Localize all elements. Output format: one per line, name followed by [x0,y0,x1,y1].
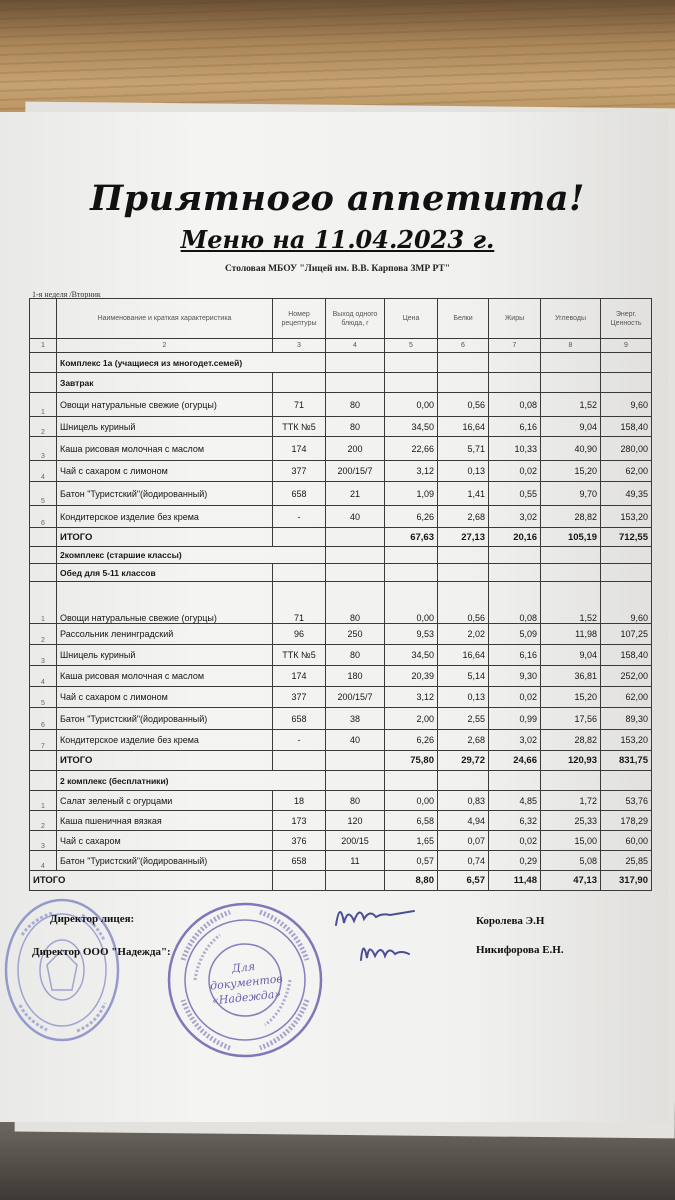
price: 20,39 [385,666,438,687]
dish-name: Батон "Туристский"(йодированный) [57,482,273,506]
total-label: ИТОГО [57,751,273,771]
column-number-row [30,339,652,353]
total-carbs: 47,13 [541,871,601,891]
fat: 5,09 [489,624,541,645]
energy: 107,25 [601,624,652,645]
fat: 0,55 [489,482,541,506]
meal-row [30,373,652,393]
recipe-number: - [273,730,326,751]
table-row [30,624,652,645]
page-title: Приятного аппетита! [90,178,585,219]
header-energy: Энерг. Ценность [601,299,652,339]
fat: 0,08 [489,393,541,417]
protein: 1,41 [438,482,489,506]
dish-name: Чай с сахаром с лимоном [57,687,273,708]
portion: 200/15/7 [326,461,385,482]
column-number: 5 [385,339,438,353]
dish-name: Кондитерское изделие без крема [57,506,273,528]
table-row [30,730,652,751]
energy: 62,00 [601,461,652,482]
table-row [30,666,652,687]
carbs: 9,04 [541,417,601,437]
total-price: 75,80 [385,751,438,771]
row-index: 1 [30,393,57,417]
header-carbs: Углеводы [541,299,601,339]
dish-name: Каша рисовая молочная с маслом [57,437,273,461]
row-index: 3 [30,437,57,461]
row-index: 2 [30,811,57,831]
header-recipe: Номер рецептуры [273,299,326,339]
total-protein: 6,57 [438,871,489,891]
column-number: 2 [57,339,273,353]
row-index: 4 [30,851,57,871]
protein: 0,07 [438,831,489,851]
total-price: 67,63 [385,528,438,547]
dish-name: Овощи натуральные свежие (огурцы) [57,393,273,417]
total-row [30,871,652,891]
carbs: 5,08 [541,851,601,871]
portion: 80 [326,791,385,811]
table-row [30,831,652,851]
row-index: 2 [30,624,57,645]
carbs: 1,52 [541,393,601,417]
fat: 0,99 [489,708,541,730]
energy: 60,00 [601,831,652,851]
protein: 2,55 [438,708,489,730]
recipe-number: 71 [273,393,326,417]
energy: 9,60 [601,582,652,624]
protein: 5,71 [438,437,489,461]
portion: 120 [326,811,385,831]
price: 6,58 [385,811,438,831]
row-index: 3 [30,645,57,666]
price: 34,50 [385,645,438,666]
price: 3,12 [385,687,438,708]
table-row [30,851,652,871]
energy: 89,30 [601,708,652,730]
price: 6,26 [385,506,438,528]
portion: 80 [326,645,385,666]
fat: 0,02 [489,687,541,708]
portion: 80 [326,417,385,437]
total-row [30,528,652,547]
total-fat: 24,66 [489,751,541,771]
protein: 0,74 [438,851,489,871]
recipe-number: 174 [273,437,326,461]
fat: 6,16 [489,645,541,666]
dish-name: Каша рисовая молочная с маслом [57,666,273,687]
price: 2,00 [385,708,438,730]
energy: 153,20 [601,506,652,528]
total-energy: 712,55 [601,528,652,547]
energy: 280,00 [601,437,652,461]
header-portion: Выход одного блюда, г [326,299,385,339]
complex-title: 2 комплекс (бесплатники) [57,771,326,791]
table-row [30,393,652,417]
price: 0,00 [385,791,438,811]
dish-name: Чай с сахаром с лимоном [57,461,273,482]
price: 0,00 [385,393,438,417]
table-row [30,417,652,437]
fat: 0,02 [489,831,541,851]
carbs: 1,52 [541,582,601,624]
table-row [30,582,652,624]
energy: 53,76 [601,791,652,811]
complex-row [30,353,652,373]
recipe-number: ТТК №5 [273,417,326,437]
dish-name: Каша пшеничная вязкая [57,811,273,831]
carbs: 28,82 [541,730,601,751]
recipe-number: 377 [273,687,326,708]
week-day-label: 1-я неделя /Вторник [32,290,101,299]
dish-name: Салат зеленый с огурцами [57,791,273,811]
portion: 11 [326,851,385,871]
dish-name: Шницель куриный [57,417,273,437]
table-row [30,687,652,708]
portion: 200/15/7 [326,687,385,708]
carbs: 15,20 [541,687,601,708]
table-row [30,461,652,482]
energy: 153,20 [601,730,652,751]
protein: 0,83 [438,791,489,811]
portion: 40 [326,730,385,751]
price: 0,00 [385,582,438,624]
recipe-number: 376 [273,831,326,851]
portion: 80 [326,582,385,624]
meal-title: Обед для 5-11 классов [57,564,273,582]
recipe-number: 377 [273,461,326,482]
dish-name: Овощи натуральные свежие (огурцы) [57,582,273,624]
fat: 6,32 [489,811,541,831]
organization-name: Столовая МБОУ "Лицей им. В.В. Карпова ЗМР РТ" [224,264,451,274]
row-index: 5 [30,687,57,708]
row-index: 3 [30,831,57,851]
fat: 3,02 [489,506,541,528]
row-index: 5 [30,482,57,506]
header-index [30,299,57,339]
carbs: 15,20 [541,461,601,482]
carbs: 36,81 [541,666,601,687]
carbs: 11,98 [541,624,601,645]
fat: 4,85 [489,791,541,811]
portion: 200/15 [326,831,385,851]
carbs: 17,56 [541,708,601,730]
dish-name: Батон "Туристский"(йодированный) [57,708,273,730]
portion: 180 [326,666,385,687]
energy: 252,00 [601,666,652,687]
protein: 4,94 [438,811,489,831]
energy: 178,29 [601,811,652,831]
dish-name: Шницель куриный [57,645,273,666]
price: 0,57 [385,851,438,871]
portion: 38 [326,708,385,730]
complex-title: 2комплекс (старшие классы) [57,547,326,564]
carbs: 25,33 [541,811,601,831]
table-row [30,708,652,730]
header-name: Наименование и краткая характеристика [57,299,273,339]
supplier-label: Директор ООО "Надежда": [32,946,171,958]
total-price: 8,80 [385,871,438,891]
row-index: 2 [30,417,57,437]
row-index: 1 [30,791,57,811]
menu-table [29,298,652,891]
fat: 0,08 [489,582,541,624]
column-number: 1 [30,339,57,353]
table-row [30,437,652,461]
total-fat: 11,48 [489,871,541,891]
recipe-number: 658 [273,482,326,506]
menu-date-subtitle: Меню на 11.04.2023 г. [180,225,495,254]
carbs: 9,04 [541,645,601,666]
column-number: 8 [541,339,601,353]
row-index: 4 [30,666,57,687]
header-fat: Жиры [489,299,541,339]
protein: 5,14 [438,666,489,687]
row-index: 6 [30,708,57,730]
column-number: 7 [489,339,541,353]
header-price: Цена [385,299,438,339]
row-index: 6 [30,506,57,528]
energy: 9,60 [601,393,652,417]
fat: 10,33 [489,437,541,461]
company-stamp-text: Для документов «Надежда» [209,959,284,1008]
price: 6,26 [385,730,438,751]
protein: 2,68 [438,730,489,751]
carbs: 28,82 [541,506,601,528]
protein: 16,64 [438,645,489,666]
row-index: 4 [30,461,57,482]
table-header-row [30,299,652,339]
total-row [30,751,652,771]
total-energy: 317,90 [601,871,652,891]
price: 9,53 [385,624,438,645]
recipe-number: 658 [273,708,326,730]
portion: 250 [326,624,385,645]
fat: 3,02 [489,730,541,751]
carbs: 15,00 [541,831,601,851]
row-index: 1 [30,582,57,624]
meal-row [30,564,652,582]
energy: 62,00 [601,687,652,708]
recipe-number: - [273,506,326,528]
protein: 0,56 [438,582,489,624]
signature-supplier-icon [355,932,415,972]
signature-director-icon [330,895,420,935]
meal-title: Завтрак [57,373,273,393]
carbs: 9,70 [541,482,601,506]
total-fat: 20,16 [489,528,541,547]
table-row [30,811,652,831]
column-number: 3 [273,339,326,353]
carbs: 1,72 [541,791,601,811]
portion: 200 [326,437,385,461]
total-protein: 27,13 [438,528,489,547]
total-label: ИТОГО [57,528,273,547]
column-number: 9 [601,339,652,353]
portion: 21 [326,482,385,506]
portion: 80 [326,393,385,417]
recipe-number: ТТК №5 [273,645,326,666]
total-carbs: 105,19 [541,528,601,547]
recipe-number: 18 [273,791,326,811]
protein: 2,68 [438,506,489,528]
total-label: ИТОГО [30,871,273,891]
total-energy: 831,75 [601,751,652,771]
director-name: Королева Э.Н [476,915,545,927]
dish-name: Чай с сахаром [57,831,273,851]
price: 3,12 [385,461,438,482]
fat: 0,29 [489,851,541,871]
protein: 2,02 [438,624,489,645]
table-row [30,645,652,666]
column-number: 6 [438,339,489,353]
dish-name: Батон "Туристский"(йодированный) [57,851,273,871]
header-protein: Белки [438,299,489,339]
recipe-number: 658 [273,851,326,871]
energy: 49,35 [601,482,652,506]
supplier-name: Никифорова Е.Н. [476,944,564,956]
complex-title: Комплекс 1а (учащиеся из многодет.семей) [57,353,326,373]
protein: 16,64 [438,417,489,437]
protein: 0,56 [438,393,489,417]
complex-row [30,771,652,791]
protein: 0,13 [438,687,489,708]
total-carbs: 120,93 [541,751,601,771]
carbs: 40,90 [541,437,601,461]
dish-name: Рассольник ленинградский [57,624,273,645]
column-number: 4 [326,339,385,353]
protein: 0,13 [438,461,489,482]
total-protein: 29,72 [438,751,489,771]
table-row [30,791,652,811]
recipe-number: 174 [273,666,326,687]
recipe-number: 71 [273,582,326,624]
recipe-number: 96 [273,624,326,645]
director-label: Директор лицея: [50,913,135,925]
fat: 6,16 [489,417,541,437]
price: 1,65 [385,831,438,851]
fat: 0,02 [489,461,541,482]
energy: 158,40 [601,645,652,666]
price: 1,09 [385,482,438,506]
portion: 40 [326,506,385,528]
row-index: 7 [30,730,57,751]
price: 22,66 [385,437,438,461]
energy: 158,40 [601,417,652,437]
table-row [30,482,652,506]
dish-name: Кондитерское изделие без крема [57,730,273,751]
table-row [30,506,652,528]
recipe-number: 173 [273,811,326,831]
price: 34,50 [385,417,438,437]
complex-row [30,547,652,564]
energy: 25,85 [601,851,652,871]
fat: 9,30 [489,666,541,687]
